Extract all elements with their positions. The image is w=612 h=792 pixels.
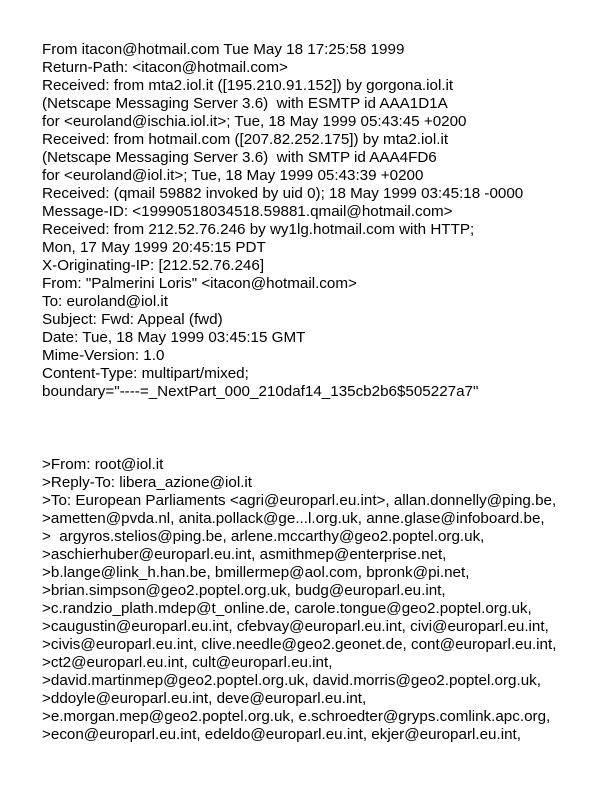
quoted-line: >ametten@pvda.nl, anita.pollack@ge...l.org.uk, anne.glase@infoboard.be, bbox=[42, 510, 545, 527]
quoted-forward-block bbox=[42, 456, 612, 744]
header-line-received-1-server: (Netscape Messaging Server 3.6) with ESMTP id AAA1D1A bbox=[42, 95, 448, 112]
quoted-line: >To: European Parliaments <agri@europarl.eu.int>, allan.donnelly@ping.be, bbox=[42, 492, 557, 509]
header-line-received-2: Received: from hotmail.com ([207.82.252.175]) by mta2.iol.it bbox=[42, 131, 449, 148]
quoted-line: >aschierhuber@europarl.eu.int, asmithmep@enterprise.net, bbox=[42, 546, 447, 563]
header-line-return-path: Return-Path: <itacon@hotmail.com> bbox=[42, 59, 288, 76]
quoted-line: >civis@europarl.eu.int, clive.needle@geo2.geonet.de, cont@europarl.eu.int, bbox=[42, 636, 557, 653]
quoted-line: >ddoyle@europarl.eu.int, deve@europarl.eu.int, bbox=[42, 690, 367, 707]
header-line-received-4: Received: from 212.52.76.246 by wy1lg.hotmail.com with HTTP; bbox=[42, 221, 475, 238]
quoted-line: >c.randzio_plath.mdep@t_online.de, carole.tongue@geo2.poptel.org.uk, bbox=[42, 600, 532, 617]
header-line-mime-version: Mime-Version: 1.0 bbox=[42, 347, 165, 364]
header-line-originating-ip: X-Originating-IP: [212.52.76.246] bbox=[42, 257, 265, 274]
email-header-block bbox=[42, 41, 612, 401]
header-line-date: Date: Tue, 18 May 1999 03:45:15 GMT bbox=[42, 329, 306, 346]
header-line-received-1-for: for <euroland@ischia.iol.it>; Tue, 18 May 1999 05:43:45 +0200 bbox=[42, 113, 467, 130]
header-line-subject: Subject: Fwd: Appeal (fwd) bbox=[42, 311, 223, 328]
header-line-message-id: Message-ID: <19990518034518.59881.qmail@hotmail.com> bbox=[42, 203, 453, 220]
header-line-received-1: Received: from mta2.iol.it ([195.210.91.152]) by gorgona.iol.it bbox=[42, 77, 454, 94]
quoted-line: >econ@europarl.eu.int, edeldo@europarl.eu.int, ekjer@europarl.eu.int, bbox=[42, 726, 521, 743]
header-line-from-envelope: From itacon@hotmail.com Tue May 18 17:25:58 1999 bbox=[42, 41, 405, 58]
quoted-line: >brian.simpson@geo2.poptel.org.uk, budg@europarl.eu.int, bbox=[42, 582, 446, 599]
quoted-line: >From: root@iol.it bbox=[42, 456, 164, 473]
header-line-content-type: Content-Type: multipart/mixed; bbox=[42, 365, 249, 382]
quoted-line: >david.martinmep@geo2.poptel.org.uk, david.morris@geo2.poptel.org.uk, bbox=[42, 672, 541, 689]
quoted-line: >b.lange@link_h.han.be, bmillermep@aol.com, bpronk@pi.net, bbox=[42, 564, 470, 581]
header-line-from: From: "Palmerini Loris" <itacon@hotmail.com> bbox=[42, 275, 357, 292]
quoted-line: >e.morgan.mep@geo2.poptel.org.uk, e.schroedter@gryps.comlink.apc.org, bbox=[42, 708, 551, 725]
quoted-line: > argyros.stelios@ping.be, arlene.mccarthy@geo2.poptel.org.uk, bbox=[42, 528, 485, 545]
header-line-to: To: euroland@iol.it bbox=[42, 293, 169, 310]
quoted-line: >Reply-To: libera_azione@iol.it bbox=[42, 474, 253, 491]
quoted-line: >caugustin@europarl.eu.int, cfebvay@europarl.eu.int, civi@europarl.eu.int, bbox=[42, 618, 549, 635]
header-line-received-4-date: Mon, 17 May 1999 20:45:15 PDT bbox=[42, 239, 266, 256]
quoted-line: >ct2@europarl.eu.int, cult@europarl.eu.int, bbox=[42, 654, 333, 671]
header-line-received-3: Received: (qmail 59882 invoked by uid 0); 18 May 1999 03:45:18 -0000 bbox=[42, 185, 524, 202]
header-line-received-2-for: for <euroland@iol.it>; Tue, 18 May 1999 05:43:39 +0200 bbox=[42, 167, 424, 184]
header-line-boundary: boundary="----=_NextPart_000_210daf14_135cb2b6$505227a7" bbox=[42, 383, 479, 400]
header-line-received-2-server: (Netscape Messaging Server 3.6) with SMTP id AAA4FD6 bbox=[42, 149, 437, 166]
